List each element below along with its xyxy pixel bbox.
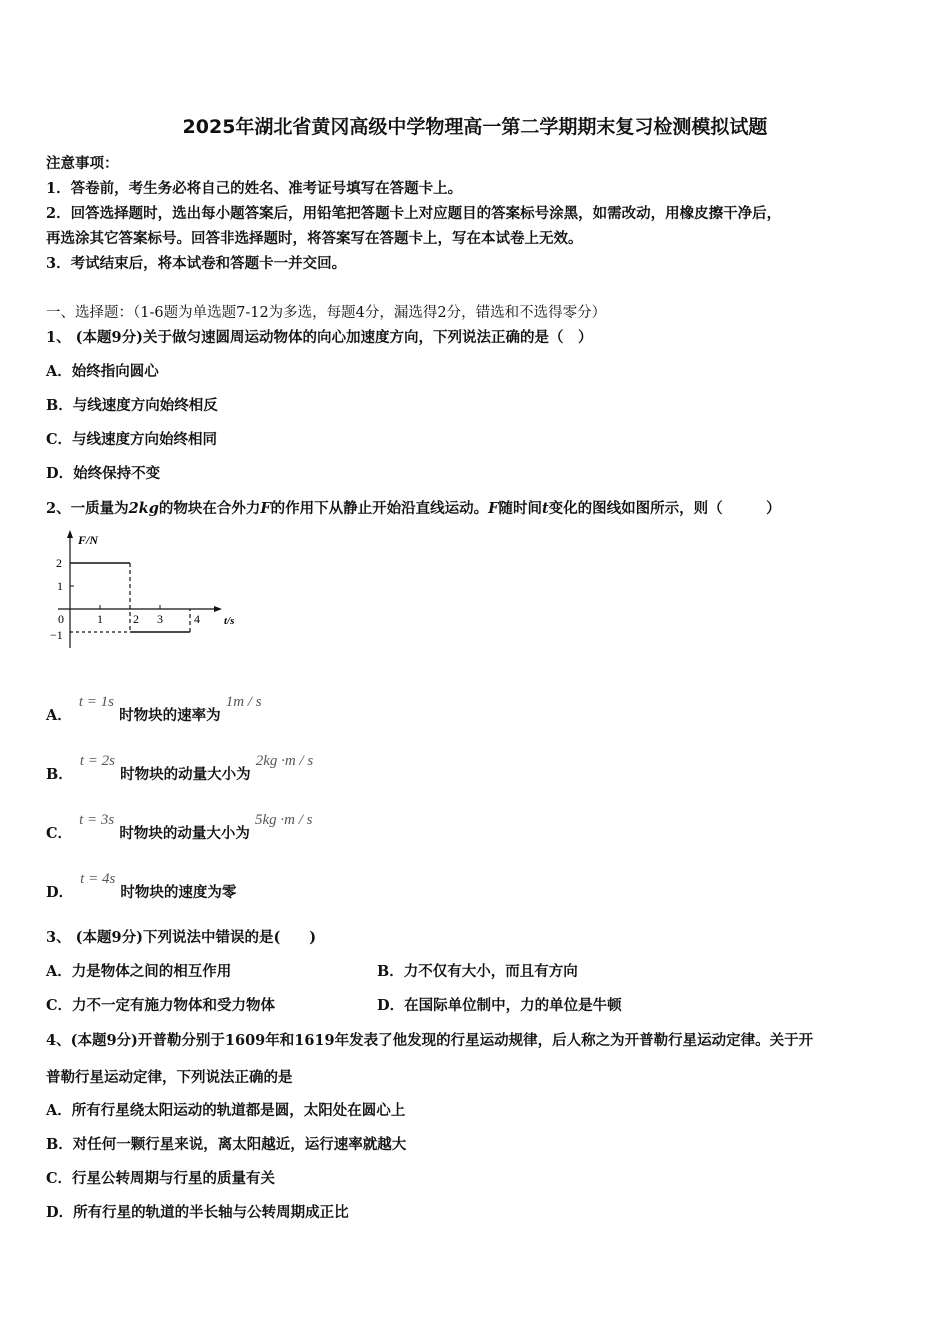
q1-option-a: A．始终指向圆心: [46, 363, 159, 380]
option-text: 时物块的速率为: [119, 707, 221, 724]
time-condition: t = 4s: [80, 871, 116, 887]
option-value: 5kg ·m / s: [254, 812, 313, 828]
notice-item: 1．答卷前，考生务必将自己的姓名、准考证号填写在答题卡上。: [46, 180, 463, 197]
notice-heading: 注意事项：: [46, 155, 119, 172]
option-value: 1m / s: [225, 694, 262, 710]
force-time-graph: [46, 526, 236, 656]
time-condition: t = 2s: [79, 753, 115, 769]
option-text: 时物块的动量大小为: [120, 766, 251, 783]
y-tick-label: 1: [57, 579, 63, 593]
x-tick-label: 3: [157, 612, 163, 626]
q1-option-b: B．与线速度方向始终相反: [46, 397, 218, 414]
q2-option-a: [46, 690, 262, 724]
question-4-stem: 4、(本题9分)开普勒分别于1609年和1619年发表了他发现的行星运动规律，后人称之为开普勒行星运动定律。关于开: [46, 1032, 814, 1049]
section-heading: 一、选择题：（1-6题为单选题7-12为多选，每题4分，漏选得2分，错选和不选得零分）: [46, 305, 607, 321]
q2-option-c: [46, 808, 313, 842]
q4-option-a: A．所有行星绕太阳运动的轨道都是圆，太阳处在圆心上: [46, 1102, 406, 1119]
x-axis-label: t/s: [224, 615, 235, 627]
option-letter: D．: [46, 884, 74, 901]
q3-option-a: A．力是物体之间的相互作用: [46, 963, 232, 980]
time-condition: t = 1s: [78, 694, 114, 710]
y-tick-label: 0: [58, 612, 64, 626]
q3-option-c: C．力不一定有施力物体和受力物体: [46, 997, 276, 1014]
option-text: 时物块的速度为零: [120, 884, 237, 901]
question-3-stem: 3、 (本题9分)下列说法中错误的是( ): [46, 929, 317, 946]
y-axis-arrow: [67, 530, 73, 538]
option-value: 2kg ·m / s: [255, 753, 314, 769]
y-axis-label: F/N: [78, 533, 99, 547]
option-letter: A．: [46, 707, 72, 724]
q1-option-c: C．与线速度方向始终相同: [46, 431, 218, 448]
q3-option-b: B．力不仅有大小，而且有方向: [377, 963, 578, 980]
question-1-stem: 1、 (本题9分)关于做匀速圆周运动物体的向心加速度方向，下列说法正确的是（ ）: [46, 329, 593, 346]
notice-item: 2．回答选择题时，选出每小题答案后，用铅笔把答题卡上对应题目的答案标号涂黑，如需改动，用橡皮擦干净后，: [46, 205, 782, 222]
option-text: 时物块的动量大小为: [119, 825, 250, 842]
notice-item: 再选涂其它答案标号。回答非选择题时，将答案写在答题卡上，写在本试卷上无效。: [46, 230, 583, 247]
q2-option-b: [46, 749, 314, 783]
y-tick-label: 2: [56, 556, 62, 570]
x-tick-label: 2: [133, 612, 139, 626]
page-title: 2025年湖北省黄冈高级中学物理高一第二学期期末复习检测模拟试题: [182, 116, 768, 138]
q3-option-d: D．在国际单位制中，力的单位是牛顿: [377, 997, 622, 1014]
q1-option-d: D．始终保持不变: [46, 465, 161, 482]
question-4-stem-continued: 普勒行星运动定律，下列说法正确的是: [46, 1069, 293, 1086]
notice-item: 3．考试结束后，将本试卷和答题卡一并交回。: [46, 255, 347, 272]
x-axis-arrow: [214, 606, 222, 612]
x-tick-label: 1: [97, 612, 103, 626]
q4-option-c: C．行星公转周期与行星的质量有关: [46, 1170, 276, 1187]
option-letter: C．: [46, 825, 73, 842]
time-condition: t = 3s: [79, 812, 115, 828]
q4-option-d: D．所有行星的轨道的半长轴与公转周期成正比: [46, 1204, 349, 1221]
q2-option-d: [46, 867, 237, 901]
x-tick-label: 4: [194, 612, 200, 626]
option-letter: B．: [46, 766, 73, 783]
y-tick-label: −1: [50, 628, 63, 642]
q4-option-b: B．对任何一颗行星来说，离太阳越近，运行速率就越大: [46, 1136, 407, 1153]
question-2-stem: 2、一质量为2kg的物块在合外力F的作用下从静止开始沿直线运动。F随时间t变化的图线如图所示，则（ ）: [46, 500, 781, 517]
